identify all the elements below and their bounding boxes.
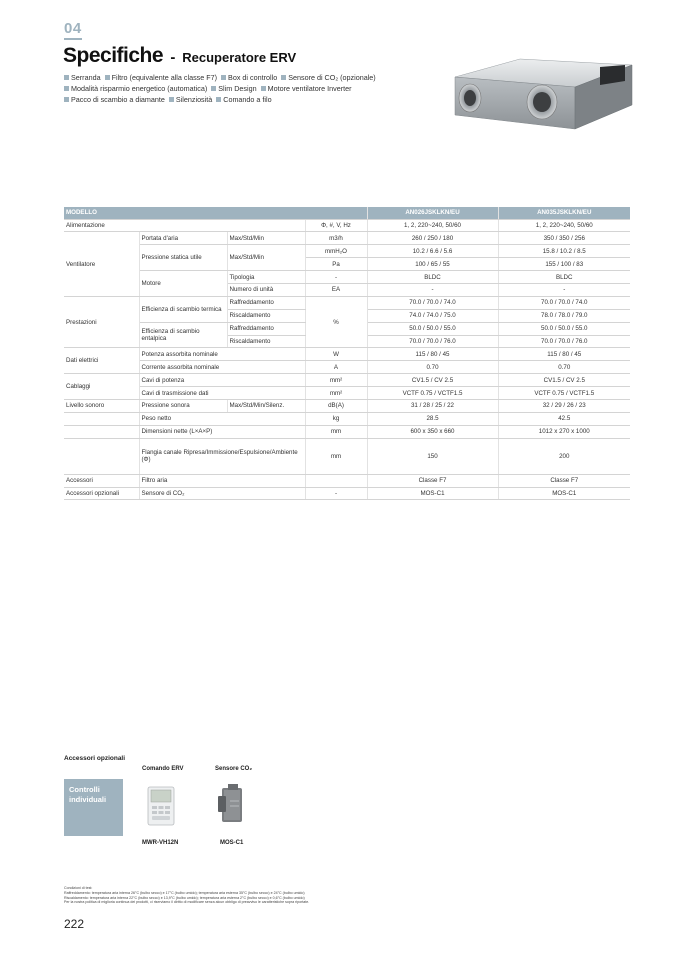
- unit-cell: dB(A): [305, 399, 367, 412]
- condition-cell: Max/Std/Min: [227, 245, 305, 271]
- feature-list: [64, 72, 394, 105]
- condition-cell: Max/Std/Min: [227, 232, 305, 245]
- individual-controls-box: [64, 779, 123, 836]
- row-label: Pressione sonora: [139, 399, 227, 412]
- group-label: [64, 438, 139, 474]
- value-cell: 70.0 / 70.0 / 74.0: [367, 296, 498, 309]
- page-title: [63, 44, 296, 68]
- value-cell: 0.70: [498, 361, 630, 374]
- unit-cell: kg: [305, 412, 367, 425]
- value-cell: MOS-C1: [367, 487, 498, 500]
- bullet-square-icon: [261, 86, 266, 91]
- bullet-square-icon: [105, 75, 110, 80]
- sub-label: Riscaldamento: [227, 335, 305, 348]
- group-label: Cablaggi: [64, 374, 139, 400]
- value-cell: 10.2 / 6.6 / 5.6: [367, 245, 498, 258]
- value-cell: Classe F7: [367, 474, 498, 487]
- erv-unit-image: [450, 55, 635, 133]
- table-row: [64, 271, 630, 284]
- co2-sensor-image: [216, 782, 246, 826]
- group-label: Livello sonoro: [64, 399, 139, 412]
- title-main: Specifiche: [63, 44, 164, 67]
- feature-item: Motore ventilatore Inverter: [261, 84, 352, 93]
- value-cell: 260 / 250 / 180: [367, 232, 498, 245]
- title-sub: Recuperatore ERV: [182, 50, 297, 65]
- table-row: [64, 438, 630, 474]
- table-row: [64, 219, 630, 232]
- value-cell: 600 x 350 x 660: [367, 425, 498, 438]
- value-cell: 15.8 / 10.2 / 8.5: [498, 245, 630, 258]
- value-cell: BLDC: [498, 271, 630, 284]
- unit-cell: %: [305, 296, 367, 348]
- group-label: Ventilatore: [64, 232, 139, 296]
- test-conditions-notes: [64, 886, 394, 905]
- value-cell: 70.0 / 70.0 / 74.0: [498, 296, 630, 309]
- feature-item: Filtro (equivalente alla classe F7): [105, 73, 217, 82]
- value-cell: VCTF 0.75 / VCTF1.5: [367, 387, 498, 400]
- feature-item: Box di controllo: [221, 73, 277, 82]
- row-label: Corrente assorbita nominale: [139, 361, 305, 374]
- unit-cell: m3/h: [305, 232, 367, 245]
- value-cell: CV1.5 / CV 2.5: [498, 374, 630, 387]
- value-cell: 1012 x 270 x 1000: [498, 425, 630, 438]
- bullet-square-icon: [211, 86, 216, 91]
- unit-cell: mm: [305, 425, 367, 438]
- value-cell: 74.0 / 74.0 / 75.0: [367, 309, 498, 322]
- bullet-square-icon: [221, 75, 226, 80]
- feature-item: Comando a filo: [216, 95, 271, 104]
- value-cell: 50.0 / 50.0 / 55.0: [367, 322, 498, 335]
- bullet-square-icon: [169, 97, 174, 102]
- table-row: [64, 399, 630, 412]
- value-cell: 50.0 / 50.0 / 55.0: [498, 322, 630, 335]
- unit-cell: -: [305, 487, 367, 500]
- row-label: Pressione statica utile: [139, 245, 227, 271]
- row-label: Alimentazione: [64, 219, 305, 232]
- header-model-2: AN035JSKLKN/EU: [498, 207, 630, 219]
- bullet-square-icon: [216, 97, 221, 102]
- value-cell: 155 / 100 / 83: [498, 258, 630, 271]
- sub-label: Riscaldamento: [227, 309, 305, 322]
- table-header-row: [64, 207, 630, 219]
- note-line: Raffreddamento: temperatura aria interna 26°C (bulbo secco) e 17°C (bulbo umido); temperatura aria esterna 35°C (bulbo secco) e 24°C (bulbo umido): [64, 890, 305, 895]
- feature-item: Slim Design: [211, 84, 256, 93]
- value-cell: 70.0 / 70.0 / 76.0: [498, 335, 630, 348]
- value-cell: 115 / 80 / 45: [498, 348, 630, 361]
- individual-controls-label-2: individuali: [69, 795, 107, 804]
- sub-label: Raffreddamento: [227, 296, 305, 309]
- note-line: Riscaldamento: temperatura aria interna 22°C (bulbo secco) e 13,9°C (bulbo umido); temperatura aria esterna 2°C (bulbo secco) e 0,6°C (bulbo umido): [64, 895, 305, 900]
- table-row: [64, 487, 630, 500]
- table-row: [64, 232, 630, 245]
- value-cell: 350 / 350 / 256: [498, 232, 630, 245]
- condition-cell: Max/Std/Min/Silenz.: [227, 399, 305, 412]
- value-cell: 78.0 / 78.0 / 79.0: [498, 309, 630, 322]
- value-cell: 42.5: [498, 412, 630, 425]
- row-label: Cavi di potenza: [139, 374, 305, 387]
- value-cell: 28.5: [367, 412, 498, 425]
- section-underline: [64, 38, 82, 40]
- accessories-title: Accessori opzionali: [64, 755, 126, 762]
- bullet-square-icon: [281, 75, 286, 80]
- header-model-1: AN026JSKLKN/EU: [367, 207, 498, 219]
- table-row: [64, 374, 630, 387]
- value-cell: 31 / 28 / 25 / 22: [367, 399, 498, 412]
- unit-cell: -: [305, 271, 367, 284]
- table-row: [64, 412, 630, 425]
- note-line: Condizioni di test:: [64, 886, 93, 890]
- unit-cell: mmH₂O: [305, 245, 367, 258]
- table-row: [64, 361, 630, 374]
- value-cell: 115 / 80 / 45: [367, 348, 498, 361]
- value-cell: 70.0 / 70.0 / 76.0: [367, 335, 498, 348]
- group-label: [64, 425, 139, 438]
- unit-cell: A: [305, 361, 367, 374]
- unit-cell: mm²: [305, 387, 367, 400]
- group-label: Prestazioni: [64, 296, 139, 348]
- feature-item: Sensore di CO₂ (opzionale): [281, 73, 376, 82]
- sub-label: Tipologia: [227, 271, 305, 284]
- note-line: Per la nostra politica di miglioria continua dei prodotti, ci riserviamo il diritto di modificare senza alcun obbligo di preavviso le caratteristiche sopra riportate.: [64, 900, 310, 905]
- accessory-model-controller: MWR-VH12N: [142, 840, 179, 846]
- unit-cell: mm: [305, 438, 367, 474]
- accessory-header-controller: Comando ERV: [142, 766, 184, 772]
- row-label: Efficienza di scambio termica: [139, 296, 227, 322]
- unit-cell: W: [305, 348, 367, 361]
- table-row: [64, 296, 630, 309]
- unit-cell: Φ, #, V, Hz: [305, 219, 367, 232]
- value-cell: 100 / 65 / 55: [367, 258, 498, 271]
- value-cell: 1, 2, 220~240, 50/60: [367, 219, 498, 232]
- accessory-model-sensor: MOS-C1: [220, 840, 244, 846]
- table-row: [64, 474, 630, 487]
- feature-item: Pacco di scambio a diamante: [64, 95, 165, 104]
- title-dash: -: [170, 49, 175, 66]
- unit-cell: [305, 474, 367, 487]
- table-row: [64, 245, 630, 258]
- value-cell: BLDC: [367, 271, 498, 284]
- row-label: Dimensioni nette (L×A×P): [139, 425, 305, 438]
- row-label: Portata d'aria: [139, 232, 227, 245]
- value-cell: -: [367, 283, 498, 296]
- group-label: Accessori opzionali: [64, 487, 139, 500]
- feature-item: Modalità risparmio energetico (automatica): [64, 84, 207, 93]
- value-cell: 32 / 29 / 26 / 23: [498, 399, 630, 412]
- bullet-square-icon: [64, 97, 69, 102]
- table-row: [64, 387, 630, 400]
- feature-item: Silenziosità: [169, 95, 212, 104]
- page-number: 222: [64, 917, 85, 931]
- bullet-square-icon: [64, 75, 69, 80]
- row-label: Cavi di trasmissione dati: [139, 387, 305, 400]
- bullet-square-icon: [64, 86, 69, 91]
- sub-label: Raffreddamento: [227, 322, 305, 335]
- value-cell: 200: [498, 438, 630, 474]
- unit-cell: Pa: [305, 258, 367, 271]
- sub-label: Numero di unità: [227, 283, 305, 296]
- value-cell: 0.70: [367, 361, 498, 374]
- erv-controller-image: [147, 786, 175, 826]
- group-label: Dati elettrici: [64, 348, 139, 374]
- row-label: Filtro aria: [139, 474, 305, 487]
- row-label: Flangia canale Ripresa/Immissione/Espulsione/Ambiente (Φ): [139, 438, 305, 474]
- table-row: [64, 425, 630, 438]
- value-cell: Classe F7: [498, 474, 630, 487]
- value-cell: 150: [367, 438, 498, 474]
- unit-cell: EA: [305, 283, 367, 296]
- row-label: Potenza assorbita nominale: [139, 348, 305, 361]
- feature-item: Serranda: [64, 73, 101, 82]
- group-label: [64, 412, 139, 425]
- value-cell: CV1.5 / CV 2.5: [367, 374, 498, 387]
- row-label: Peso netto: [139, 412, 305, 425]
- table-row: [64, 348, 630, 361]
- spec-table: [64, 207, 630, 500]
- row-label: Motore: [139, 271, 227, 297]
- unit-cell: mm²: [305, 374, 367, 387]
- value-cell: VCTF 0.75 / VCTF1.5: [498, 387, 630, 400]
- group-label: Accessori: [64, 474, 139, 487]
- section-number: 04: [64, 20, 82, 37]
- value-cell: -: [498, 283, 630, 296]
- individual-controls-label-1: Controlli: [69, 785, 100, 794]
- value-cell: 1, 2, 220~240, 50/60: [498, 219, 630, 232]
- row-label: Sensore di CO₂: [139, 487, 305, 500]
- row-label: Efficienza di scambio entalpica: [139, 322, 227, 348]
- header-model-label: MODELLO: [64, 207, 367, 219]
- value-cell: MOS-C1: [498, 487, 630, 500]
- accessory-header-sensor: Sensore CO₂: [215, 766, 253, 772]
